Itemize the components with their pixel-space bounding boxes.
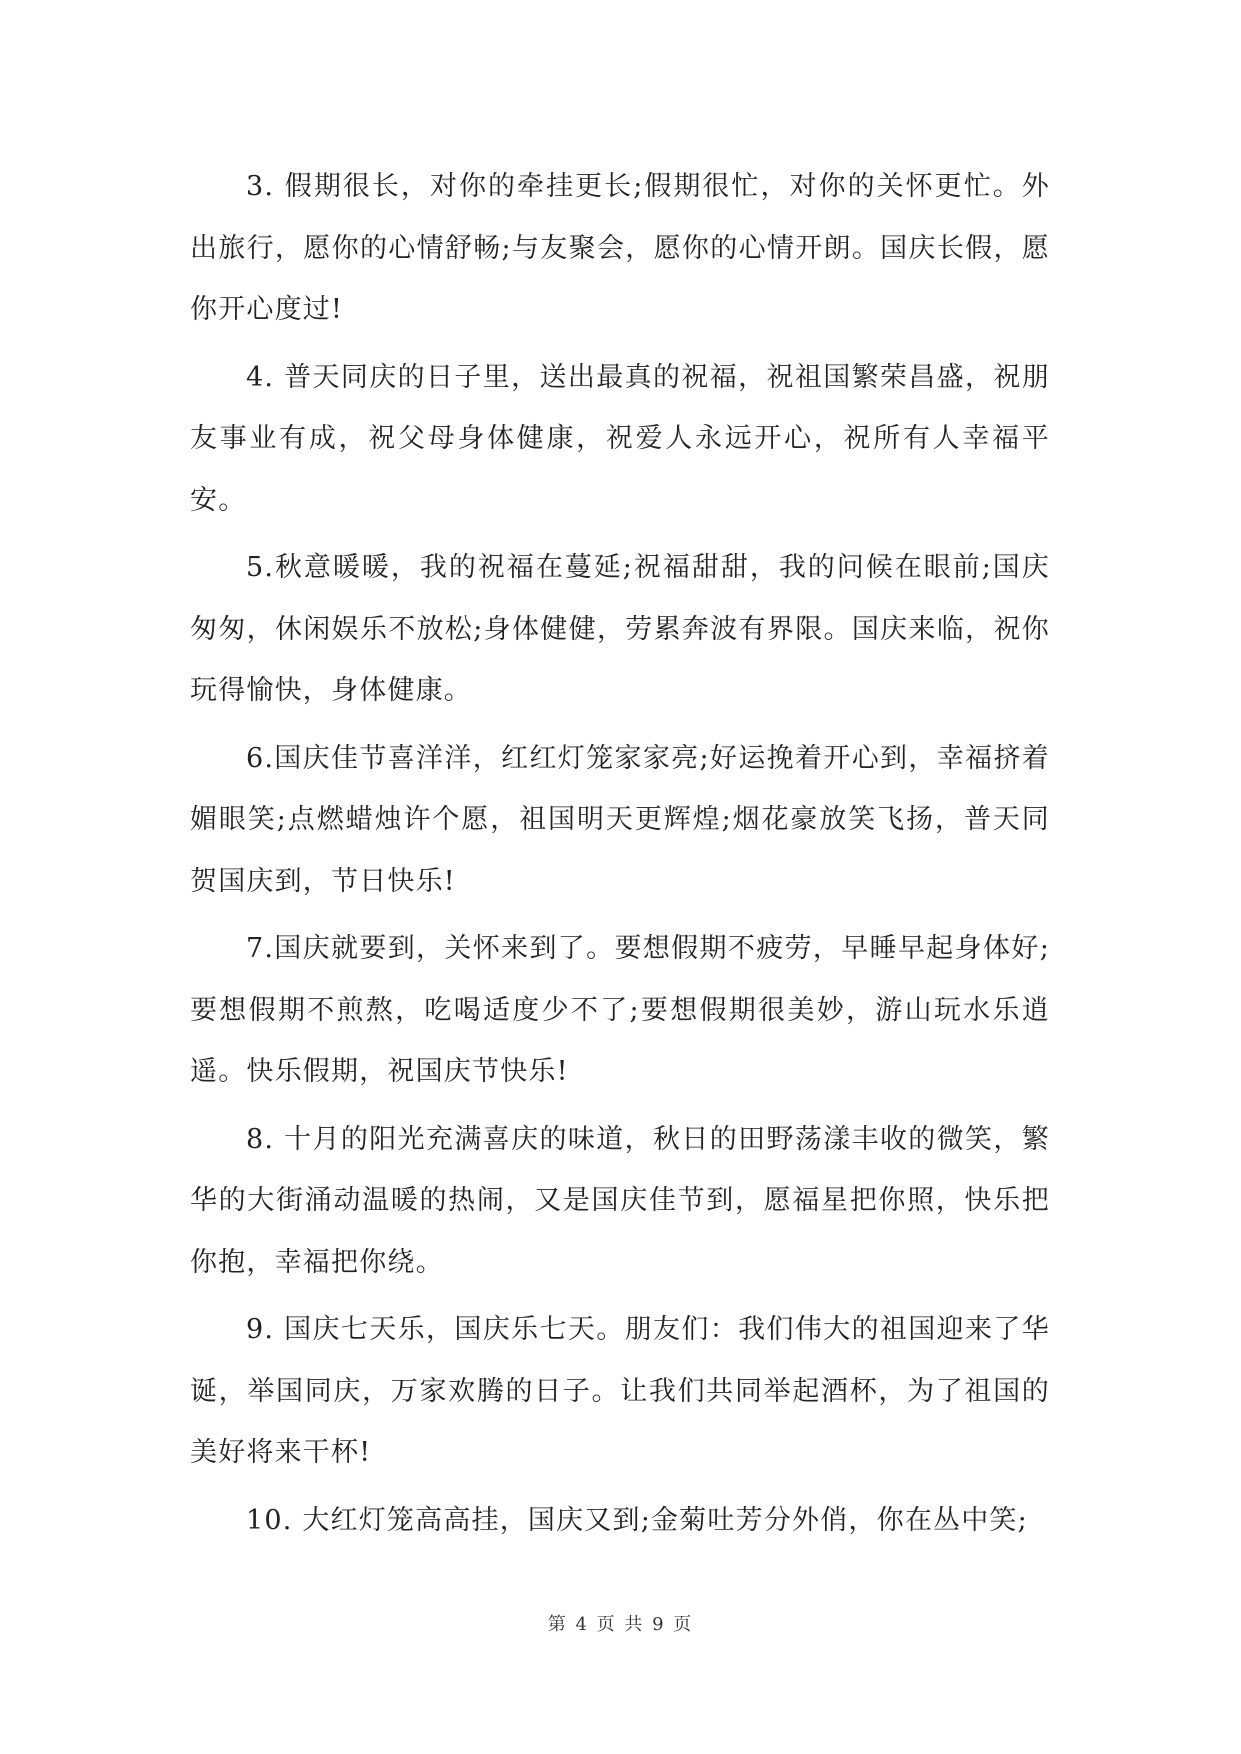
- paragraph-9: 9. 国庆七天乐，国庆乐七天。朋友们：我们伟大的祖国迎来了华诞，举国同庆，万家欢腾的日子。让我们共同举起酒杯，为了祖国的美好将来干杯!: [190, 1314, 1050, 1468]
- paragraph-8: 8. 十月的阳光充满喜庆的味道，秋日的田野荡漾丰收的微笑，繁华的大街涌动温暖的热闹，又是国庆佳节到，愿福星把你照，快乐把你抱，幸福把你绕。: [190, 1123, 1050, 1278]
- paragraph-5: 5.秋意暖暖，我的祝福在蔓延;祝福甜甜，我的问候在眼前;国庆匆匆，休闲娱乐不放松;身体健健，劳累奔波有界限。国庆来临，祝你玩得愉快，身体健康。: [190, 552, 1050, 706]
- document-body: [190, 156, 1050, 1557]
- page-footer: 第 4 页 共 9 页: [547, 1614, 694, 1635]
- paragraph-4: 4. 普天同庆的日子里，送出最真的祝福，祝祖国繁荣昌盛，祝朋友事业有成，祝父母身体健康，祝爱人永远开心，祝所有人幸福平安。: [190, 361, 1050, 516]
- paragraph-10: 10. 大红灯笼高高挂，国庆又到;金菊吐芳分外俏，你在丛中笑;: [246, 1504, 1028, 1536]
- paragraph-3: 3. 假期很长，对你的牵挂更长;假期很忙，对你的关怀更忙。外出旅行，愿你的心情舒畅;与友聚会，愿你的心情开朗。国庆长假，愿你开心度过!: [190, 171, 1050, 325]
- paragraph-6: 6.国庆佳节喜洋洋，红红灯笼家家亮;好运挽着开心到，幸福挤着媚眼笑;点燃蜡烛许个愿，祖国明天更辉煌;烟花豪放笑飞扬，普天同贺国庆到，节日快乐!: [190, 742, 1050, 897]
- paragraph-7: 7.国庆就要到，关怀来到了。要想假期不疲劳，早睡早起身体好;要想假期不煎熬，吃喝适度少不了;要想假期很美妙，游山玩水乐逍遥。快乐假期，祝国庆节快乐!: [190, 933, 1050, 1087]
